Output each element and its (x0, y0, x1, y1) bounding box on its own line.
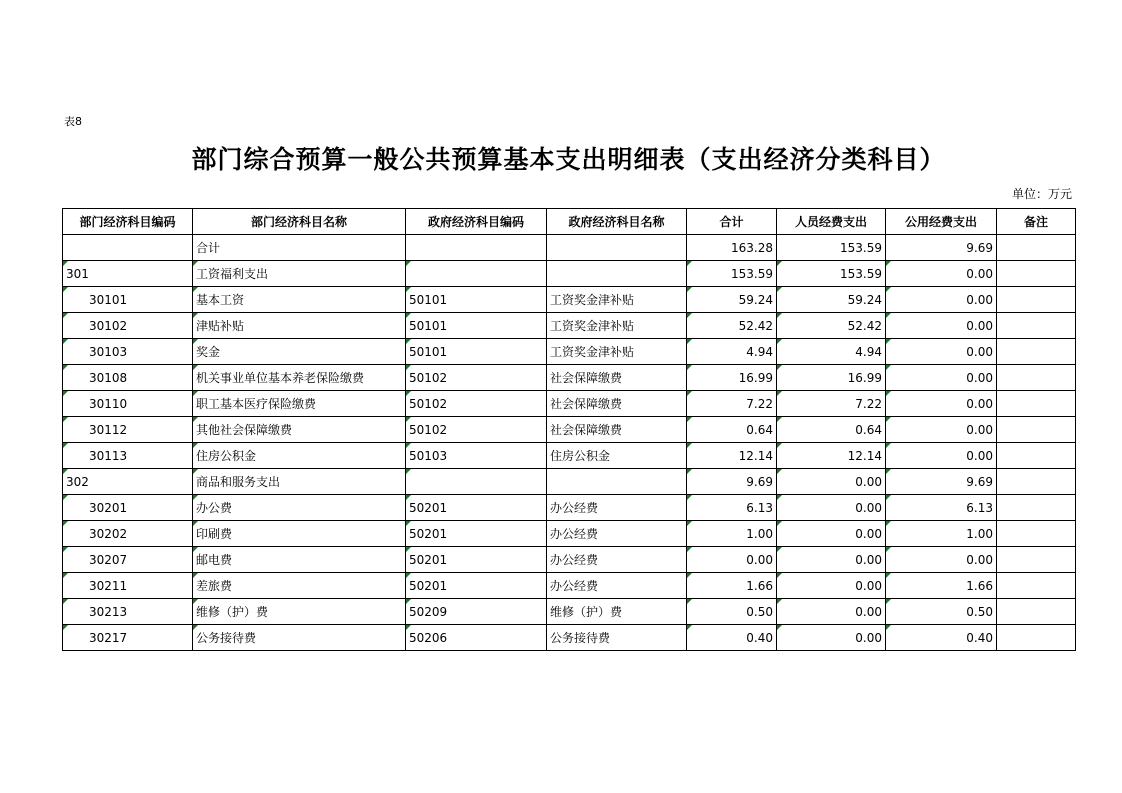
cell-public[interactable]: 0.50 (886, 599, 997, 625)
cell-gov-code[interactable]: 50201 (406, 495, 547, 521)
table-body (63, 235, 1076, 651)
column-header-gov-code[interactable]: 政府经济科目编码 (406, 209, 547, 235)
cell-personnel[interactable]: 0.64 (777, 417, 886, 443)
cell-gov-name[interactable]: 维修（护）费 (547, 599, 687, 625)
table-row (63, 391, 1076, 417)
table-row (63, 521, 1076, 547)
cell-dept-name[interactable]: 合计 (193, 235, 406, 261)
cell-personnel[interactable]: 59.24 (777, 287, 886, 313)
cell-gov-code[interactable]: 50101 (406, 313, 547, 339)
cell-gov-code[interactable]: 50103 (406, 443, 547, 469)
cell-total[interactable]: 59.24 (687, 287, 777, 313)
cell-total[interactable]: 12.14 (687, 443, 777, 469)
cell-dept-code[interactable] (63, 235, 193, 261)
cell-gov-name[interactable]: 办公经费 (547, 521, 687, 547)
cell-dept-code[interactable]: 30101 (63, 287, 193, 313)
table-row (63, 417, 1076, 443)
cell-remarks[interactable] (997, 339, 1076, 365)
cell-dept-name[interactable]: 工资福利支出 (193, 261, 406, 287)
table-row (63, 469, 1076, 495)
cell-dept-code[interactable]: 301 (63, 261, 193, 287)
cell-total[interactable]: 0.00 (687, 547, 777, 573)
cell-dept-name[interactable]: 机关事业单位基本养老保险缴费 (193, 365, 406, 391)
cell-dept-code[interactable]: 30110 (63, 391, 193, 417)
cell-remarks[interactable] (997, 625, 1076, 651)
column-header-personnel[interactable]: 人员经费支出 (777, 209, 886, 235)
cell-gov-code[interactable]: 50101 (406, 287, 547, 313)
cell-dept-code[interactable]: 30207 (63, 547, 193, 573)
cell-dept-name[interactable]: 公务接待费 (193, 625, 406, 651)
cell-total[interactable]: 0.50 (687, 599, 777, 625)
cell-public[interactable]: 0.00 (886, 417, 997, 443)
cell-public[interactable]: 0.00 (886, 287, 997, 313)
table-row (63, 261, 1076, 287)
cell-dept-code[interactable]: 30213 (63, 599, 193, 625)
cell-remarks[interactable] (997, 287, 1076, 313)
cell-remarks[interactable] (997, 521, 1076, 547)
cell-gov-name[interactable] (547, 235, 687, 261)
cell-total[interactable]: 1.66 (687, 573, 777, 599)
cell-gov-code[interactable] (406, 235, 547, 261)
cell-remarks[interactable] (997, 235, 1076, 261)
cell-total[interactable]: 9.69 (687, 469, 777, 495)
cell-public[interactable]: 0.00 (886, 391, 997, 417)
cell-remarks[interactable] (997, 261, 1076, 287)
cell-personnel[interactable]: 0.00 (777, 469, 886, 495)
cell-dept-name[interactable]: 差旅费 (193, 573, 406, 599)
table-row (63, 625, 1076, 651)
cell-gov-code[interactable]: 50102 (406, 391, 547, 417)
cell-dept-name[interactable]: 住房公积金 (193, 443, 406, 469)
cell-dept-code[interactable]: 30217 (63, 625, 193, 651)
column-header-total[interactable]: 合计 (687, 209, 777, 235)
table-row (63, 599, 1076, 625)
cell-remarks[interactable] (997, 443, 1076, 469)
table-total-row (63, 235, 1076, 261)
cell-remarks[interactable] (997, 495, 1076, 521)
cell-dept-code[interactable]: 30201 (63, 495, 193, 521)
cell-gov-code[interactable]: 50101 (406, 339, 547, 365)
cell-public[interactable]: 0.40 (886, 625, 997, 651)
cell-gov-code[interactable]: 50102 (406, 417, 547, 443)
budget-table (62, 208, 1076, 651)
page-title: 部门综合预算一般公共预算基本支出明细表（支出经济分类科目） (191, 145, 946, 174)
cell-total[interactable]: 0.40 (687, 625, 777, 651)
cell-total[interactable]: 4.94 (687, 339, 777, 365)
cell-dept-code[interactable]: 30202 (63, 521, 193, 547)
cell-gov-code[interactable]: 50201 (406, 547, 547, 573)
cell-personnel[interactable]: 0.00 (777, 599, 886, 625)
cell-personnel[interactable]: 0.00 (777, 547, 886, 573)
table-number-label: 表8 (64, 115, 82, 128)
cell-dept-name[interactable]: 奖金 (193, 339, 406, 365)
cell-personnel[interactable]: 7.22 (777, 391, 886, 417)
cell-dept-name[interactable]: 基本工资 (193, 287, 406, 313)
cell-dept-name[interactable]: 印刷费 (193, 521, 406, 547)
cell-total[interactable]: 0.64 (687, 417, 777, 443)
cell-remarks[interactable] (997, 391, 1076, 417)
unit-label: 单位：万元 (1011, 187, 1072, 201)
cell-personnel[interactable]: 153.59 (777, 235, 886, 261)
cell-personnel[interactable]: 0.00 (777, 521, 886, 547)
cell-personnel[interactable]: 0.00 (777, 573, 886, 599)
cell-public[interactable]: 6.13 (886, 495, 997, 521)
cell-gov-name[interactable]: 公务接待费 (547, 625, 687, 651)
cell-gov-name[interactable]: 工资奖金津补贴 (547, 313, 687, 339)
cell-gov-name[interactable]: 工资奖金津补贴 (547, 339, 687, 365)
cell-gov-name[interactable]: 住房公积金 (547, 443, 687, 469)
cell-gov-code[interactable]: 50102 (406, 365, 547, 391)
cell-dept-code[interactable]: 30108 (63, 365, 193, 391)
column-header-remarks[interactable]: 备注 (997, 209, 1076, 235)
cell-public[interactable]: 0.00 (886, 443, 997, 469)
cell-gov-name[interactable]: 社会保障缴费 (547, 417, 687, 443)
column-header-gov-name[interactable]: 政府经济科目名称 (547, 209, 687, 235)
column-header-public[interactable]: 公用经费支出 (886, 209, 997, 235)
cell-gov-code[interactable] (406, 261, 547, 287)
cell-dept-name[interactable]: 津贴补贴 (193, 313, 406, 339)
cell-personnel[interactable]: 52.42 (777, 313, 886, 339)
cell-gov-code[interactable]: 50201 (406, 573, 547, 599)
cell-dept-name[interactable]: 维修（护）费 (193, 599, 406, 625)
cell-public[interactable]: 0.00 (886, 365, 997, 391)
table-row (63, 495, 1076, 521)
cell-public[interactable]: 1.00 (886, 521, 997, 547)
table-row (63, 443, 1076, 469)
cell-total[interactable]: 1.00 (687, 521, 777, 547)
cell-dept-code[interactable]: 30112 (63, 417, 193, 443)
table-row (63, 287, 1076, 313)
cell-total[interactable]: 6.13 (687, 495, 777, 521)
cell-dept-code[interactable]: 302 (63, 469, 193, 495)
cell-dept-code[interactable]: 30103 (63, 339, 193, 365)
cell-personnel[interactable]: 12.14 (777, 443, 886, 469)
cell-public[interactable]: 0.00 (886, 547, 997, 573)
cell-remarks[interactable] (997, 469, 1076, 495)
cell-remarks[interactable] (997, 599, 1076, 625)
table-row (63, 339, 1076, 365)
cell-public[interactable]: 0.00 (886, 313, 997, 339)
cell-gov-name[interactable]: 办公经费 (547, 547, 687, 573)
cell-gov-code[interactable]: 50206 (406, 625, 547, 651)
column-header-dept-code[interactable]: 部门经济科目编码 (63, 209, 193, 235)
cell-gov-name[interactable]: 工资奖金津补贴 (547, 287, 687, 313)
cell-public[interactable]: 1.66 (886, 573, 997, 599)
cell-public[interactable]: 9.69 (886, 469, 997, 495)
cell-personnel[interactable]: 16.99 (777, 365, 886, 391)
cell-public[interactable]: 0.00 (886, 261, 997, 287)
cell-dept-code[interactable]: 30113 (63, 443, 193, 469)
cell-gov-name[interactable]: 社会保障缴费 (547, 391, 687, 417)
cell-gov-name[interactable]: 办公经费 (547, 495, 687, 521)
cell-public[interactable]: 0.00 (886, 339, 997, 365)
cell-dept-name[interactable]: 职工基本医疗保险缴费 (193, 391, 406, 417)
cell-personnel[interactable]: 0.00 (777, 625, 886, 651)
cell-dept-name[interactable]: 商品和服务支出 (193, 469, 406, 495)
cell-remarks[interactable] (997, 547, 1076, 573)
table-row (63, 365, 1076, 391)
cell-dept-code[interactable]: 30211 (63, 573, 193, 599)
cell-public[interactable]: 9.69 (886, 235, 997, 261)
cell-remarks[interactable] (997, 313, 1076, 339)
cell-gov-code[interactable] (406, 469, 547, 495)
cell-personnel[interactable]: 0.00 (777, 495, 886, 521)
cell-gov-name[interactable] (547, 261, 687, 287)
cell-gov-code[interactable]: 50201 (406, 521, 547, 547)
cell-total[interactable]: 153.59 (687, 261, 777, 287)
table-row (63, 313, 1076, 339)
cell-total[interactable]: 7.22 (687, 391, 777, 417)
cell-remarks[interactable] (997, 417, 1076, 443)
cell-remarks[interactable] (997, 573, 1076, 599)
table-row (63, 547, 1076, 573)
cell-total[interactable]: 16.99 (687, 365, 777, 391)
table-row (63, 573, 1076, 599)
cell-personnel[interactable]: 4.94 (777, 339, 886, 365)
cell-gov-name[interactable] (547, 469, 687, 495)
column-header-dept-name[interactable]: 部门经济科目名称 (193, 209, 406, 235)
table-header-row (63, 209, 1076, 235)
cell-total[interactable]: 163.28 (687, 235, 777, 261)
cell-total[interactable]: 52.42 (687, 313, 777, 339)
cell-gov-name[interactable]: 办公经费 (547, 573, 687, 599)
cell-personnel[interactable]: 153.59 (777, 261, 886, 287)
cell-dept-name[interactable]: 其他社会保障缴费 (193, 417, 406, 443)
cell-dept-code[interactable]: 30102 (63, 313, 193, 339)
cell-gov-name[interactable]: 社会保障缴费 (547, 365, 687, 391)
cell-gov-code[interactable]: 50209 (406, 599, 547, 625)
cell-dept-name[interactable]: 办公费 (193, 495, 406, 521)
cell-dept-name[interactable]: 邮电费 (193, 547, 406, 573)
cell-remarks[interactable] (997, 365, 1076, 391)
